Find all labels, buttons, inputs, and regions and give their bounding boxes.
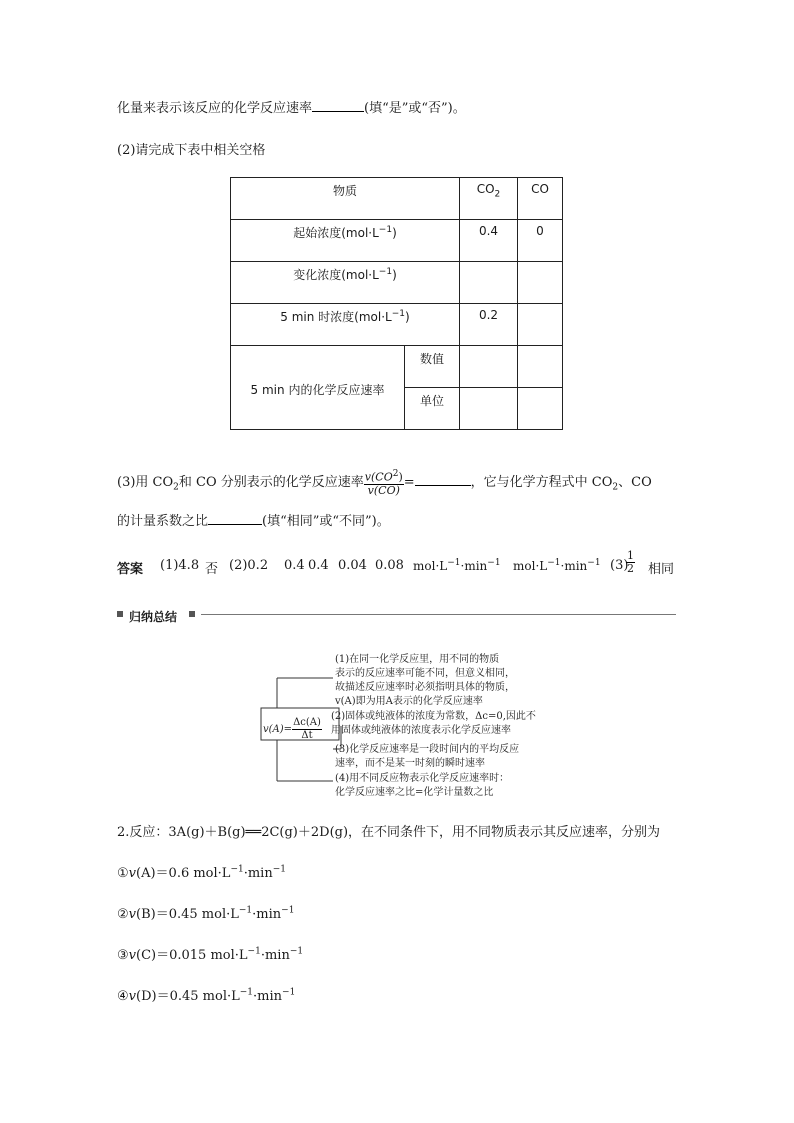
part3-text-b: 和 CO 分别表示的化学反应速率 xyxy=(178,474,364,490)
answer-v2: 0.4 xyxy=(308,558,329,573)
answer-blank-compare[interactable] xyxy=(208,512,262,525)
answer-p1: (1)4.8 xyxy=(160,558,200,573)
answer-label: 答案 xyxy=(117,562,144,577)
sub-2: 2 xyxy=(173,482,179,493)
option-1: ①v(A)＝0.6 $mol\cdot L^{-1}\cdot\min^{-1}$ xyxy=(117,864,286,881)
answer-p3: (3) xyxy=(610,558,629,573)
rate-label: 5 min 内的化学反应速率 xyxy=(231,346,405,430)
formula-lhs: v(A)= xyxy=(263,724,293,735)
header-co: CO xyxy=(518,178,563,220)
divider xyxy=(201,614,676,615)
frac-tail: ) xyxy=(398,470,403,484)
part2-heading: (2)请完成下表中相关空格 xyxy=(117,143,266,158)
frac-numerator: v(CO xyxy=(364,470,393,484)
answer-p1b: 否 xyxy=(205,562,219,577)
formula-box xyxy=(263,717,322,742)
sub-2b: 2 xyxy=(612,482,619,493)
rate-ratio-fraction xyxy=(364,468,404,497)
question-2-stem: 2.反应：3A(g)＋B(g)══2C(g)＋2D(g)，在不同条件下，用不同物质表示其反应速率，分别为 xyxy=(117,825,661,840)
answer-v1: 0.4 xyxy=(284,558,305,573)
frac-sup: 2 xyxy=(392,469,399,479)
answer-v4: 0.08 xyxy=(375,558,404,573)
part3-text-e: 的计量系数之比 xyxy=(117,514,209,529)
line1-text: 化量来表示该反应的化学反应速率 xyxy=(117,101,313,116)
answer-blank-1[interactable] xyxy=(312,99,364,112)
part3-text-c: ，它与化学方程式中 CO xyxy=(470,474,613,490)
answer-v3: 0.04 xyxy=(338,558,367,573)
table-row xyxy=(231,262,563,304)
square-bullet-icon xyxy=(117,611,123,617)
frac-denominator: v(CO) xyxy=(367,483,400,497)
square-bullet-icon xyxy=(189,611,195,617)
part3-line-1 xyxy=(117,468,652,500)
formula-num: Δc(A) xyxy=(293,717,321,728)
answer-unit2: $mol\cdot L^{-1}\cdot\min^{-1}$ xyxy=(513,558,601,573)
cell-co[interactable] xyxy=(518,262,563,304)
cell-co[interactable] xyxy=(518,388,563,430)
header-substance: 物质 xyxy=(231,178,460,220)
summary-item-3: (3)化学反应速率是一段时间内的平均反应 速率，而不是某一时刻的瞬时速率 xyxy=(335,744,520,769)
answer-half-fraction: $\frac{1}{2}$ xyxy=(627,549,634,575)
option-4: ④v(D)＝0.45 $mol\cdot L^{-1}\cdot\min^{-1}$ xyxy=(117,987,296,1004)
answer-blank-ratio[interactable] xyxy=(415,473,471,486)
cell-co[interactable] xyxy=(518,304,563,346)
cell-co2[interactable] xyxy=(460,262,518,304)
row-label: 变化浓度$(mol\cdot L^{-1})$ xyxy=(231,262,460,304)
cell-co2: 0.2 xyxy=(460,304,518,346)
part3-text-a: (3)用 CO xyxy=(117,474,174,490)
row-label: 起始浓度$(mol\cdot L^{-1})$ xyxy=(231,220,460,262)
header-co2: $CO_2$ xyxy=(460,178,518,220)
answer-p3-word: 相同 xyxy=(648,562,675,577)
row-label: 5 min 时浓度$(mol\cdot L^{-1})$ xyxy=(231,304,460,346)
line1-hint: (填“是”或“否”)。 xyxy=(364,101,466,116)
summary-item-4: (4)用不同反应物表示化学反应速率时： 化学反应速率之比=化学计量数之比 xyxy=(335,773,510,798)
part3-text-d: 、CO xyxy=(618,474,652,490)
part3-text-f: (填“相同”或“不同”)。 xyxy=(262,514,390,529)
rate-value-label: 数值 xyxy=(405,346,460,388)
table-row xyxy=(231,220,563,262)
rate-unit-label: 单位 xyxy=(405,388,460,430)
summary-item-2: (2)固体或纯液体的浓度为常数，Δc=0,因此不 用固体或纯液体的浓度表示化学反应速率 xyxy=(331,711,536,736)
option-2: ②v(B)＝0.45 $mol\cdot L^{-1}\cdot\min^{-1}$ xyxy=(117,905,295,922)
table-row xyxy=(231,304,563,346)
cell-co2: 0.4 xyxy=(460,220,518,262)
concentration-table xyxy=(230,177,563,430)
cell-co: 0 xyxy=(518,220,563,262)
part3-line-2 xyxy=(117,510,390,529)
question-line-1 xyxy=(117,97,466,116)
option-3: ③v(C)＝0.015 $mol\cdot L^{-1}\cdot\min^{-1}$ xyxy=(117,946,304,963)
cell-co2[interactable] xyxy=(460,346,518,388)
answer-line xyxy=(117,550,677,584)
cell-co[interactable] xyxy=(518,346,563,388)
table-header-row xyxy=(231,178,563,220)
formula-den: Δt xyxy=(301,730,313,741)
equals-sign: = xyxy=(403,474,415,490)
cell-co2[interactable] xyxy=(460,388,518,430)
summary-header xyxy=(117,608,676,624)
table-row xyxy=(231,346,563,388)
answer-p2: (2)0.2 xyxy=(229,558,269,573)
summary-title: 归纳总结 xyxy=(129,610,178,624)
answer-unit1: $mol\cdot L^{-1}\cdot\min^{-1}$ xyxy=(413,558,501,573)
summary-item-1: (1)在同一化学反应里，用不同的物质 表示的反应速率可能不同，但意义相同， 故描述反应速率时必须指明具体的物质， v(A)即为用A表示的化学反应速率 xyxy=(335,654,515,707)
